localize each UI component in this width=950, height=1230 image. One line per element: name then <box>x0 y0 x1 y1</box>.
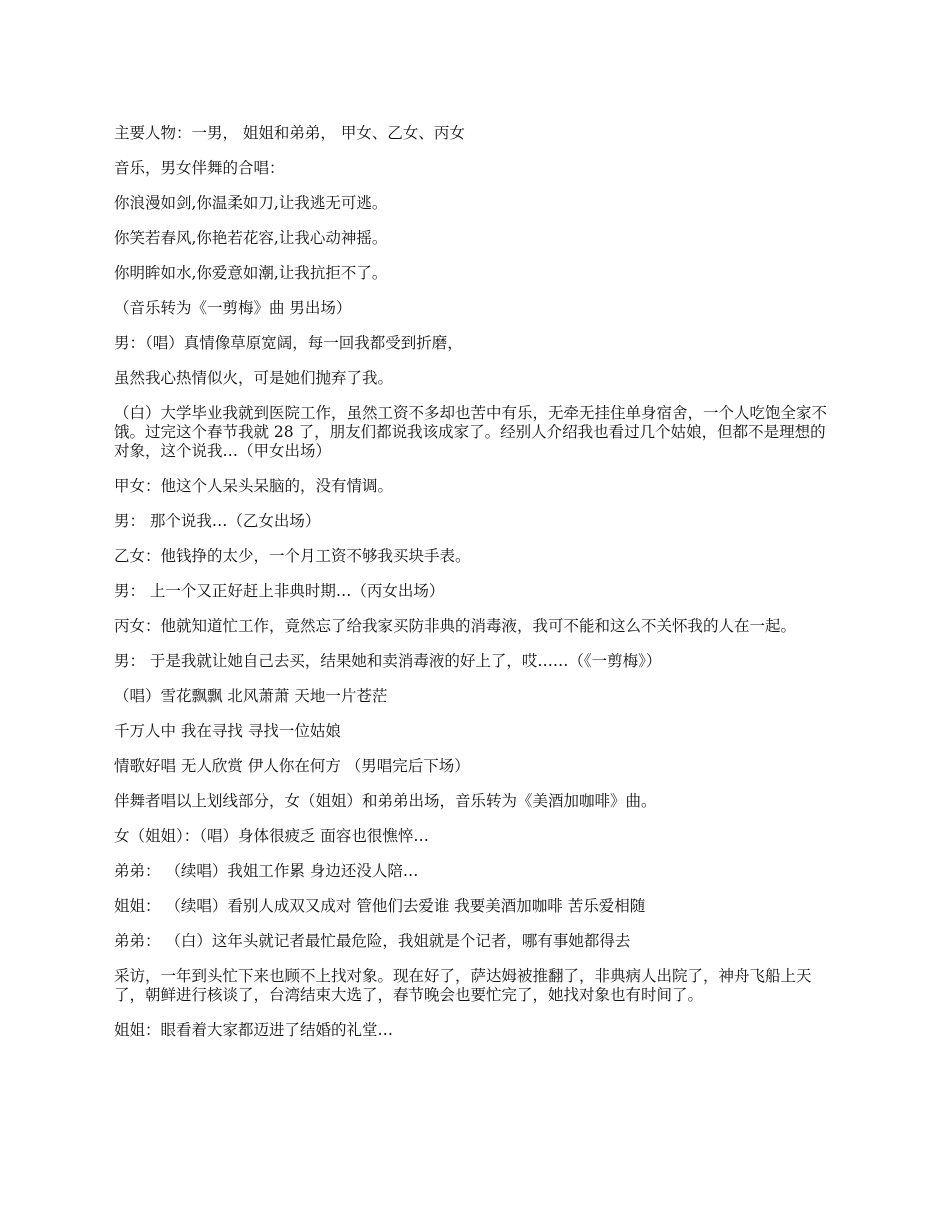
lyric-line: 你笑若春风,你艳若花容,让我心动神摇。 <box>114 229 388 247</box>
stage-direction: 音乐，男女伴舞的合唱： <box>114 159 285 177</box>
lyric-line: 千万人中 我在寻找 寻找一位姑娘 <box>114 722 341 740</box>
dialogue-line: 弟弟： （续唱）我姐工作累 身边还没人陪… <box>114 862 419 880</box>
cast-list: 主要人物：一男， 姐姐和弟弟， 甲女、乙女、丙女 <box>114 124 465 142</box>
dialogue-line: 乙女：他钱挣的太少，一个月工资不够我买块手表。 <box>114 547 471 565</box>
dialogue-line: 男：（唱）真情像草原宽阔，每一回我都受到折磨， <box>114 334 463 352</box>
dialogue-line: 姐姐： （续唱）看别人成双又成对 管他们去爱谁 我要美酒加咖啡 苦乐爱相随 <box>114 897 646 915</box>
stage-direction: 伴舞者唱以上划线部分，女（姐姐）和弟弟出场，音乐转为《美酒加咖啡》曲。 <box>114 792 657 810</box>
dialogue-line: 甲女：他这个人呆头呆脑的，没有情调。 <box>114 477 394 495</box>
dialogue-line: 男： 上一个又正好赶上非典时期…（丙女出场） <box>114 582 445 600</box>
dialogue-line: 虽然我心热情似火，可是她们抛弃了我。 <box>114 369 394 387</box>
lyric-line: （唱）雪花飘飘 北风萧萧 天地一片苍茫 <box>114 687 388 705</box>
dialogue-line: 男： 于是我就让她自己去买，结果她和卖消毒液的好上了，哎……（《一剪梅》） <box>114 652 662 670</box>
dialogue-line: 姐姐：眼看着大家都迈进了结婚的礼堂… <box>114 1021 394 1039</box>
lyric-line: 你浪漫如剑,你温柔如刀,让我逃无可逃。 <box>114 194 388 212</box>
dialogue-line: 弟弟： （白）这年头就记者最忙最危险，我姐就是个记者，哪有事她都得去 <box>114 932 631 950</box>
lyric-line: 你明眸如水,你爱意如潮,让我抗拒不了。 <box>114 264 388 282</box>
lyric-line: 情歌好唱 无人欣赏 伊人你在何方 （男唱完后下场） <box>114 757 470 775</box>
dialogue-line: 女（姐姐）：（唱）身体很疲乏 面容也很憔悴… <box>114 827 429 845</box>
document-body <box>114 124 839 1056</box>
dialogue-line: 丙女：他就知道忙工作，竟然忘了给我家买防非典的消毒液，我可不能和这么不关怀我的人在一起。 <box>114 617 797 635</box>
dialogue-line: 采访，一年到头忙下来也顾不上找对象。现在好了，萨达姆被推翻了，非典病人出院了，神舟飞船上天了，朝鲜进行核谈了，台湾结束大选了，春节晚会也要忙完了，她找对象也有时间了。 <box>114 967 812 1004</box>
dialogue-line: 男： 那个说我…（乙女出场） <box>114 512 321 530</box>
dialogue-line: （白）大学毕业我就到医院工作，虽然工资不多却也苦中有乐，无牵无挂住单身宿舍，一个人吃饱全家不饿。过完这个春节我就 28 了，朋友们都说我该成家了。经别人介绍我也看过几个姑娘，但都不是理想的对象，这个说我…（甲女出场） <box>114 404 828 460</box>
stage-direction: （音乐转为《一剪梅》曲 男出场） <box>114 299 352 317</box>
